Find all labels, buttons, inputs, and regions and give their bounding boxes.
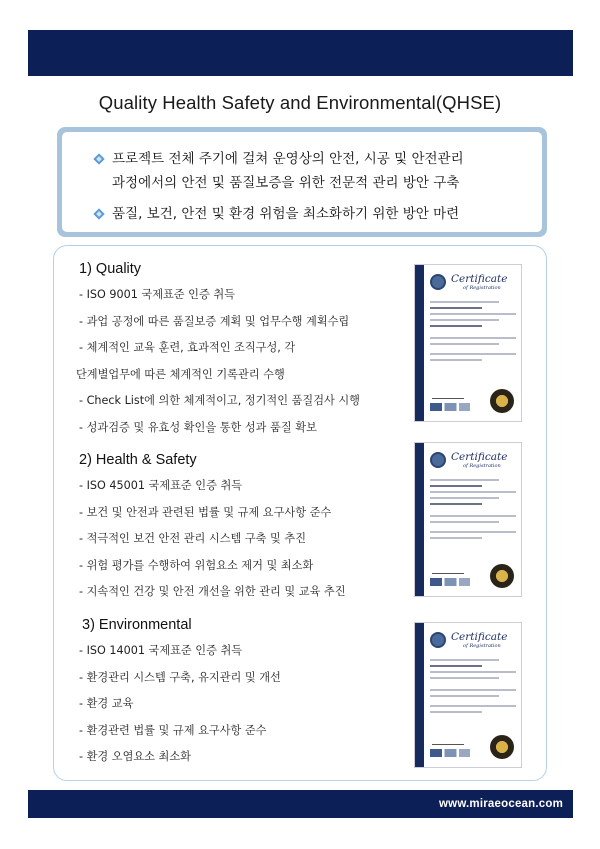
certificate-text-line: [430, 319, 499, 321]
certificate-text-line: [430, 307, 482, 309]
section-title: 1) Quality: [79, 261, 142, 277]
certificate-text-line: [430, 479, 499, 481]
summary-box: [57, 127, 547, 237]
certificate-text-line: [430, 343, 499, 345]
certificate-text-line: [430, 705, 516, 707]
certificate-titles: [451, 452, 507, 469]
seal-icon: [430, 632, 446, 648]
certificate-title: Certificate: [451, 272, 508, 285]
certificate-title: Certificate: [451, 450, 508, 463]
page-title: Quality Health Safety and Environmental(QHSE): [98, 92, 502, 113]
section-item: - ISO 14001 국제표준 인증 취득: [79, 644, 243, 657]
medal-icon: [490, 389, 514, 413]
seal-icon: [430, 274, 446, 290]
certificate-header: [430, 271, 516, 293]
certificate-text-line: [430, 491, 516, 493]
medal-icon: [490, 564, 514, 588]
certificate-footer: [430, 389, 516, 413]
certificate-text-line: [430, 485, 482, 487]
iso9001-certificate-image: [414, 264, 522, 422]
health-safety-section: [79, 447, 346, 606]
section-item: - Check List에 의한 체계적이고, 정기적인 품질검사 시행: [79, 394, 360, 408]
diamond-bullet-icon: [92, 152, 106, 166]
signature: [432, 569, 464, 574]
section-item: - ISO 9001 국제표준 인증 취득: [79, 288, 235, 301]
certificate-subtitle: of Registration: [463, 462, 501, 469]
section-item: - 성과검증 및 유효성 확인을 통한 성과 품질 확보: [79, 420, 317, 434]
header-band: [28, 30, 573, 76]
certificate-titles: [451, 632, 507, 649]
summary-item: [92, 147, 532, 195]
footer-band: [28, 790, 573, 818]
content-box: [53, 245, 547, 781]
certificate-header: [430, 629, 516, 651]
summary-text: 품질, 보건, 안전 및 환경 위험을 최소화하기 위한 방안 마련: [112, 206, 460, 222]
section-item: - ISO 45001 국제표준 인증 취득: [79, 479, 243, 492]
summary-item: [92, 202, 532, 226]
certificate-text-line: [430, 359, 482, 361]
accreditation-logos: [430, 403, 470, 411]
section-item: - 체계적인 교육 훈련, 효과적인 조직구성, 각: [79, 341, 296, 355]
certificate-text-line: [430, 665, 482, 667]
iso45001-certificate-image: [414, 442, 522, 597]
certificate-text-line: [430, 537, 482, 539]
certificate-text-line: [430, 503, 482, 505]
certificate-header: [430, 449, 516, 471]
certificate-subtitle: of Registration: [463, 284, 501, 291]
section-item: - 환경관련 법률 및 규제 요구사항 준수: [79, 723, 267, 737]
section-item: - 환경 오염요소 최소화: [79, 750, 191, 764]
certificate-stripe: [415, 623, 424, 767]
certificate-footer: [430, 564, 516, 588]
section-item: - 지속적인 건강 및 안전 개선을 위한 관리 및 교육 추진: [79, 585, 346, 599]
diamond-bullet-icon: [92, 207, 106, 221]
section-item: - 환경 교육: [79, 697, 134, 711]
medal-icon: [490, 735, 514, 759]
certificate-text-line: [430, 313, 516, 315]
section-item: - 보건 및 안전과 관련된 법률 및 규제 요구사항 준수: [79, 505, 332, 519]
quality-section: [76, 256, 360, 442]
certificate-footer: [430, 735, 516, 759]
accreditation-logos: [430, 578, 470, 586]
certificate-text-line: [430, 677, 499, 679]
certificate-text-line: [430, 659, 499, 661]
certificate-text-line: [430, 695, 499, 697]
certificate-text-line: [430, 711, 482, 713]
certificate-text-line: [430, 689, 516, 691]
certificate-text-line: [430, 497, 499, 499]
certificate-stripe: [415, 443, 424, 596]
certificate-text-line: [430, 337, 516, 339]
certificate-text-line: [430, 521, 499, 523]
certificate-text-line: [430, 671, 516, 673]
certificate-stripe: [415, 265, 424, 421]
environmental-section: [79, 612, 281, 771]
certificate-text-line: [430, 515, 516, 517]
signature: [432, 740, 464, 745]
certificate-title: Certificate: [451, 630, 508, 643]
iso14001-certificate-image: [414, 622, 522, 768]
website-link[interactable]: www.miraeocean.com: [439, 798, 563, 810]
section-title: 2) Health & Safety: [79, 452, 197, 468]
section-item: - 환경관리 시스템 구축, 유지관리 및 개선: [79, 670, 281, 684]
summary-text: 프로젝트 전체 주기에 걸쳐 운영상의 안전, 시공 및 안전관리 과정에서의 안전 및 품질보증을 위한 전문적 관리 방안 구축: [112, 151, 464, 191]
certificate-text-line: [430, 531, 516, 533]
summary-inner: [62, 132, 542, 232]
section-item: - 과업 공정에 따른 품질보증 계획 및 업무수행 계획수립: [79, 314, 350, 328]
signature: [432, 394, 464, 399]
section-item: - 위험 평가를 수행하여 위험요소 제거 및 최소화: [79, 558, 314, 572]
section-title: 3) Environmental: [82, 617, 192, 633]
certificate-subtitle: of Registration: [463, 642, 501, 649]
section-item: - 적극적인 보건 안전 관리 시스템 구축 및 추진: [79, 532, 307, 546]
certificate-text-line: [430, 325, 482, 327]
certificate-text-line: [430, 353, 516, 355]
section-item: 단계별업무에 따른 체계적인 기록관리 수행: [76, 367, 285, 381]
accreditation-logos: [430, 749, 470, 757]
seal-icon: [430, 452, 446, 468]
certificate-titles: [451, 274, 507, 291]
certificate-text-line: [430, 301, 499, 303]
